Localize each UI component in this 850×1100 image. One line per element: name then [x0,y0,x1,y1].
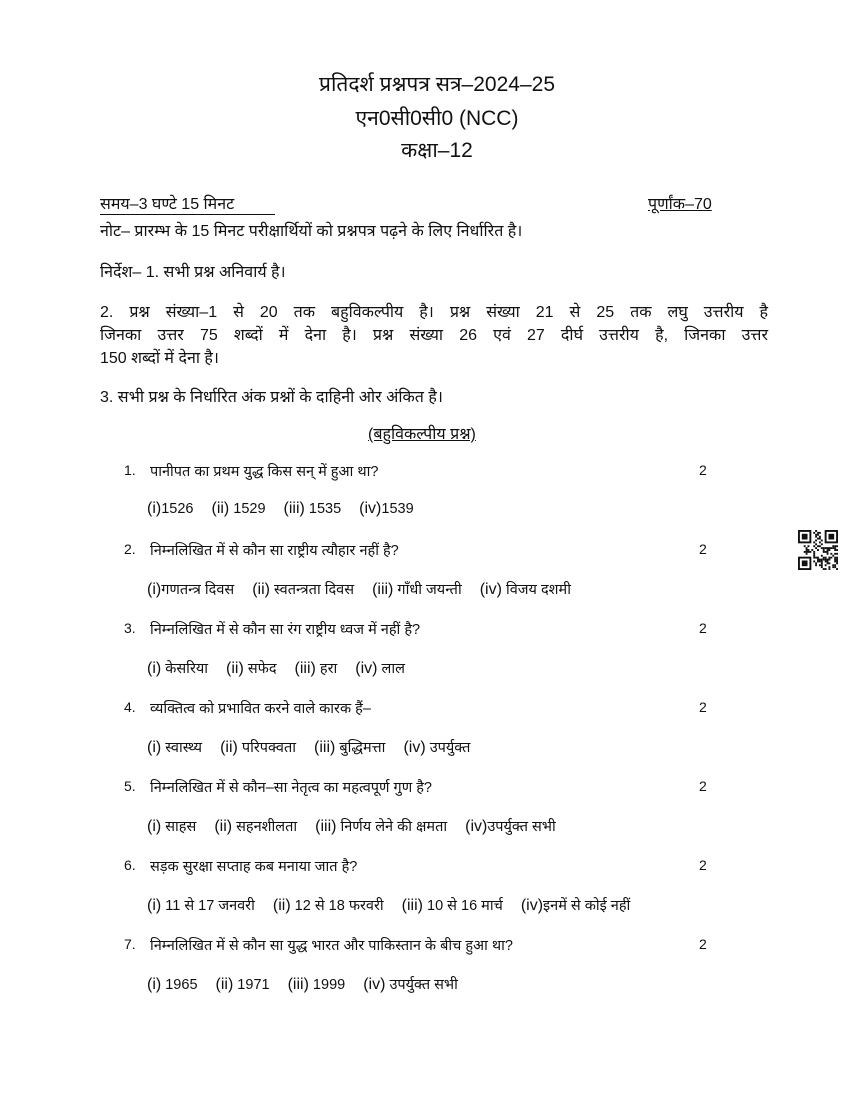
question-options [147,895,648,915]
option [216,977,270,993]
question-marks: 2 [699,699,707,715]
option-label: (iv) [355,660,378,677]
option [214,819,297,835]
option-text: सफेद [243,661,277,677]
instruction-1: निर्देश– 1. सभी प्रश्न अनिवार्य है। [100,264,286,281]
option [211,501,265,517]
option-label: (iii) [314,739,336,756]
option-text: 11 से 17 जनवरी [161,898,255,914]
option [359,501,413,517]
question-marks: 2 [699,620,707,636]
paper-title: प्रतिदर्श प्रश्नपत्र सत्र–2024–25 [319,73,555,96]
option [315,819,447,835]
subject-title: एन0सी0सी0 (NCC) [355,107,519,130]
question-text: व्यक्तित्व को प्रभावित करने वाले कारक हैं– [150,701,371,717]
option-text: उपर्युक्त [425,740,471,756]
option-label: (i) [147,660,162,677]
option-text: गणतन्त्र दिवस [161,582,235,598]
question-text: निम्नलिखित में से कौन सा राष्ट्रीय त्यौहार नहीं है? [150,543,399,559]
option [402,898,503,914]
option [521,898,630,914]
option-label: (iii) [315,818,337,835]
question-options [147,737,488,757]
question-number: 1. [124,462,136,478]
option [403,740,470,756]
option-label: (iii) [283,500,305,517]
option [314,740,385,756]
option-label: (i) [147,739,162,756]
question-text: निम्नलिखित में से कौन सा रंग राष्ट्रीय ध्वज में नहीं है? [150,622,421,638]
option-label: (iv) [363,976,386,993]
option [147,582,234,598]
option [147,898,255,914]
option-text: लाल [377,661,405,677]
option-text: 1539 [381,501,414,517]
question-options [147,579,589,599]
option-text: 12 से 18 फरवरी [290,898,384,914]
option [147,740,202,756]
option [295,661,338,677]
option-text: 1965 [161,977,198,993]
option-text: सहनशीलता [232,819,298,835]
option-label: (iv) [359,500,382,517]
option [288,977,346,993]
option-text: साहस [161,819,197,835]
instruction-3: 3. सभी प्रश्न के निर्धारित अंक प्रश्नों के दाहिनी ओर अंकित है। [100,389,443,406]
option-label: (ii) [214,818,233,835]
max-marks: पूर्णांक–70 [648,196,712,213]
question-number: 5. [124,778,136,794]
option-label: (ii) [211,500,230,517]
option-label: (ii) [226,660,244,677]
option-text: इनमें से कोई नहीं [543,898,631,914]
note: नोट– प्रारम्भ के 15 मिनट परीक्षार्थियों को प्रश्नपत्र पढ़ने के लिए निर्धारित है। [100,223,523,240]
option-label: (i) [147,976,162,993]
option [220,740,296,756]
option-text: हरा [315,661,338,677]
option-label: (iv) [479,581,502,598]
option-label: (iv) [520,897,544,914]
question-marks: 2 [699,462,707,478]
option-label: (iv) [465,818,488,835]
question-text: पानीपत का प्रथम युद्ध किस सन् में हुआ था? [150,464,379,480]
question-number: 7. [124,936,136,952]
question-number: 3. [124,620,136,636]
option-label: (i) [147,500,162,517]
option-text: 10 से 16 मार्च [423,898,503,914]
question-options [147,658,423,678]
question-marks: 2 [699,936,707,952]
option-text: बुद्धिमत्ता [335,740,386,756]
question-options [147,974,476,994]
time-allowed: समय–3 घण्टे 15 मिनट [100,192,275,215]
option-label: (ii) [215,976,234,993]
option [147,819,196,835]
option [147,501,193,517]
option-label: (ii) [220,739,238,756]
option-label: (iii) [401,897,423,914]
question-marks: 2 [699,857,707,873]
option [273,898,384,914]
option-text: 1529 [229,501,266,517]
option-label: (i) [147,818,162,835]
instruction-2-line-2: जिनका उत्तर 75 शब्दों में देना है। प्रश्न संख्या 26 एवं 27 दीर्घ उत्तरीय है, जिनका उत्तर [100,327,768,344]
question-marks: 2 [699,541,707,557]
option [284,501,342,517]
question-text: निम्नलिखित में से कौन–सा नेतृत्व का महत्वपूर्ण गुण है? [150,780,432,796]
question-options [147,816,574,836]
option-text: 1535 [304,501,342,517]
option-text: केसरिया [161,661,209,677]
option [480,582,571,598]
option [465,819,556,835]
option-label: (ii) [272,897,291,914]
option-text: स्वतन्त्रता दिवस [269,582,355,598]
option-label: (iii) [294,660,316,677]
option [147,661,208,677]
option-text: 1999 [308,977,346,993]
qr-code-icon [798,530,838,570]
option-label: (iii) [372,581,394,598]
question-text: निम्नलिखित में से कौन सा युद्ध भारत और पाकिस्तान के बीच हुआ था? [150,938,513,954]
instruction-2-line-3: 150 शब्दों में देना है। [100,350,219,367]
question-text: सड़क सुरक्षा सप्ताह कब मनाया जात है? [150,859,358,875]
section-heading: (बहुविकल्पीय प्रश्न) [368,426,476,443]
option-text: निर्णय लेने की क्षमता [336,819,448,835]
option-text: 1526 [161,501,194,517]
option [363,977,458,993]
option-text: स्वास्थ्य [161,740,203,756]
question-marks: 2 [699,778,707,794]
option-label: (i) [147,581,162,598]
instruction-2-line-1: 2. प्रश्न संख्या–1 से 20 तक बहुविकल्पीय है। प्रश्न संख्या 21 से 25 तक लघु उत्तरीय है [100,304,768,321]
option-text: 1971 [233,977,270,993]
option-text: परिपक्वता [237,740,297,756]
option [147,977,198,993]
question-number: 4. [124,699,136,715]
option [226,661,276,677]
option-text: विजय दशमी [501,582,571,598]
option [252,582,354,598]
option-text: उपर्युक्त सभी [487,819,556,835]
option-label: (ii) [252,581,270,598]
option-label: (iv) [403,739,426,756]
question-options [147,500,432,518]
question-number: 2. [124,541,136,557]
option [372,582,462,598]
option-label: (iii) [287,976,309,993]
class-title: कक्षा–12 [401,139,473,162]
option [355,661,405,677]
option-text: गाँधी जयन्ती [393,582,462,598]
option-label: (i) [147,897,162,914]
option-text: उपर्युक्त सभी [385,977,458,993]
question-number: 6. [124,857,136,873]
